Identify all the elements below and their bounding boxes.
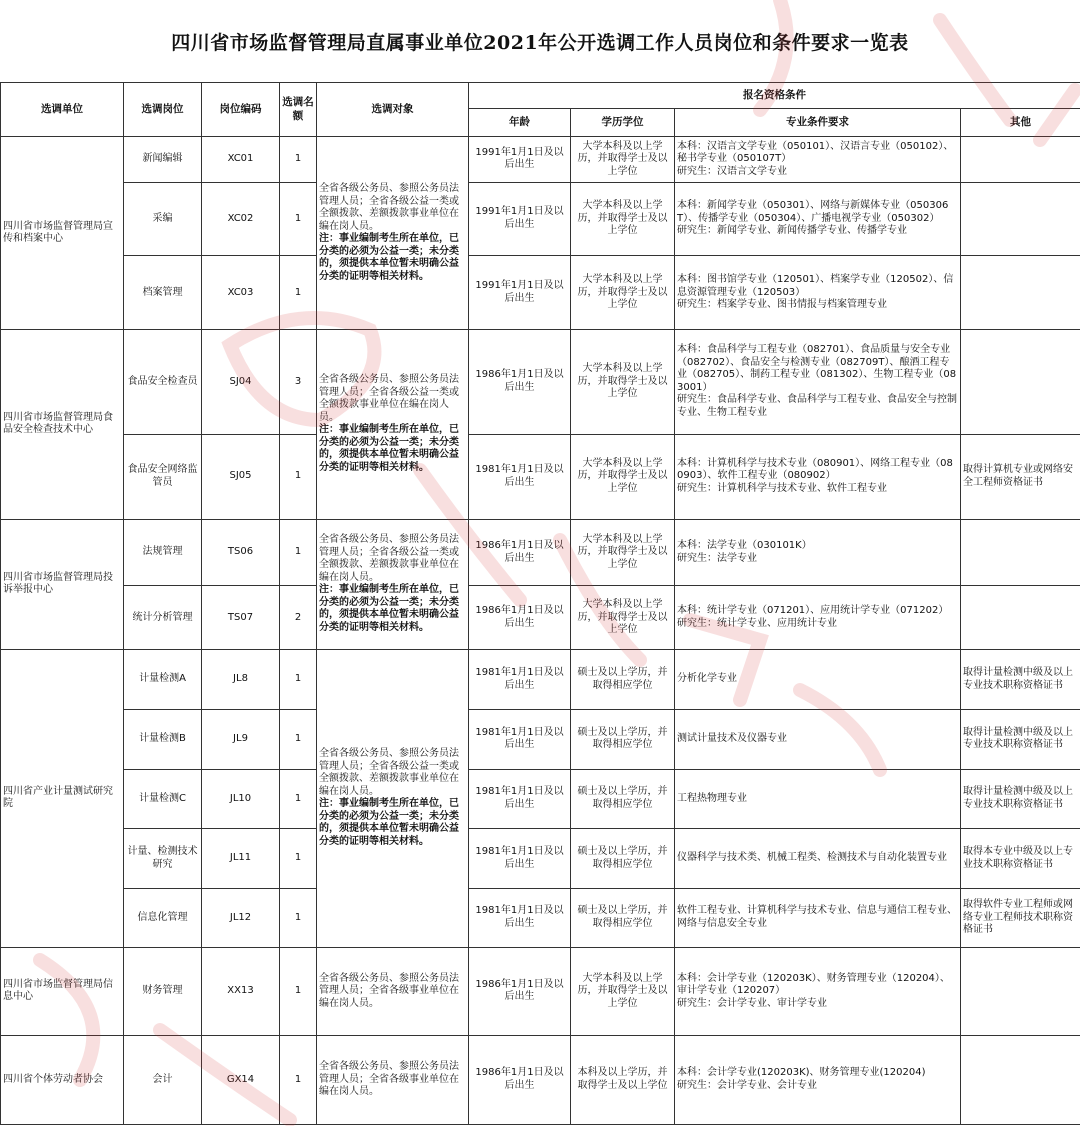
code-cell: XC01 — [202, 137, 280, 183]
target-text: 全省各级公务员、参照公务员法管理人员；全省各级公益一类或全额拨款、差额拨款事业单位在编在岗人员。 — [319, 748, 459, 797]
other-cell — [961, 330, 1080, 434]
major-line: 测试计量技术及仪器专业 — [677, 733, 787, 745]
education-cell: 大学本科及以上学历，并取得学士及以上学位 — [571, 434, 675, 519]
header-other: 其他 — [961, 109, 1080, 137]
age-cell: 1986年1月1日及以后出生 — [469, 1035, 571, 1124]
target-note: 注：事业编制考生所在单位，已分类的必须为公益一类；未分类的，须提供本单位暂未明确公益分类的证明等相关材料。 — [319, 424, 459, 473]
major-cell — [675, 519, 961, 586]
post-cell: 财务管理 — [124, 947, 202, 1035]
major-line: 本科：会计学专业（120203K）、财务管理专业（120204）、审计学专业（120207） — [677, 972, 950, 997]
header-eligibility-group: 报名资格条件 — [469, 83, 1080, 109]
education-cell: 硕士及以上学历，并取得相应学位 — [571, 650, 675, 710]
major-line: 本科：新闻学专业（050301）、网络与新媒体专业（050306T）、传播学专业（050304）、广播电视学专业（050302） — [677, 200, 949, 224]
age-cell: 1981年1月1日及以后出生 — [469, 709, 571, 769]
post-cell: 计量检测A — [124, 650, 202, 710]
code-cell: SJ05 — [202, 434, 280, 519]
quota-cell: 1 — [280, 182, 317, 256]
major-line: 研究生：法学专业 — [677, 552, 757, 564]
major-cell — [675, 137, 961, 183]
post-cell: 计量检测B — [124, 709, 202, 769]
post-cell: 信息化管理 — [124, 889, 202, 948]
major-cell — [675, 1035, 961, 1124]
age-cell: 1981年1月1日及以后出生 — [469, 889, 571, 948]
target-cell — [317, 650, 469, 948]
other-cell: 取得计量检测中级及以上专业技术职称资格证书 — [961, 709, 1080, 769]
table-row — [1, 947, 1080, 1035]
header-post: 选调岗位 — [124, 83, 202, 137]
header-age: 年龄 — [469, 109, 571, 137]
unit-cell: 四川省市场监督管理局信息中心 — [1, 947, 124, 1035]
target-note: 注：事业编制考生所在单位，已分类的必须为公益一类；未分类的，须提供本单位暂未明确公益分类的证明等相关材料。 — [319, 798, 459, 847]
major-line: 研究生：会计学专业、审计学专业 — [677, 997, 827, 1009]
major-cell — [675, 709, 961, 769]
education-cell: 大学本科及以上学历，并取得学士及以上学位 — [571, 256, 675, 330]
education-cell: 大学本科及以上学历，并取得学士及以上学位 — [571, 182, 675, 256]
major-cell — [675, 829, 961, 889]
target-text: 全省各级公务员、参照公务员法管理人员；全省各级事业单位在编在岗人员。 — [319, 972, 459, 1009]
target-note: 注：事业编制考生所在单位，已分类的必须为公益一类；未分类的，须提供本单位暂未明确公益分类的证明等相关材料。 — [319, 584, 459, 633]
table-row — [1, 769, 1080, 829]
major-line: 研究生：食品科学专业、食品科学与工程专业、食品安全与控制专业、生物工程专业 — [677, 394, 957, 418]
header-code: 岗位编码 — [202, 83, 280, 137]
age-cell: 1991年1月1日及以后出生 — [469, 256, 571, 330]
major-line: 研究生：统计学专业、应用统计专业 — [677, 617, 837, 629]
age-cell: 1981年1月1日及以后出生 — [469, 829, 571, 889]
unit-cell: 四川省产业计量测试研究院 — [1, 650, 124, 948]
major-cell — [675, 947, 961, 1035]
target-text: 全省各级公务员、参照公务员法管理人员；全省各级事业单位在编在岗人员。 — [319, 1061, 459, 1098]
code-cell: TS07 — [202, 586, 280, 650]
quota-cell: 1 — [280, 1035, 317, 1124]
other-cell — [961, 1035, 1080, 1124]
major-cell — [675, 330, 961, 434]
other-cell — [961, 182, 1080, 256]
quota-cell: 1 — [280, 829, 317, 889]
target-text: 全省各级公务员、参照公务员法管理人员；全省各级公益一类或全额拨款事业单位在编在岗人员。 — [319, 374, 459, 423]
table-row — [1, 650, 1080, 710]
header-target: 选调对象 — [317, 83, 469, 137]
table-row — [1, 330, 1080, 434]
quota-cell: 1 — [280, 889, 317, 948]
age-cell: 1986年1月1日及以后出生 — [469, 519, 571, 586]
age-cell: 1981年1月1日及以后出生 — [469, 434, 571, 519]
positions-table — [0, 82, 1080, 1125]
target-cell — [317, 1035, 469, 1124]
major-line: 研究生：档案学专业、图书情报与档案管理专业 — [677, 299, 887, 311]
education-cell: 硕士及以上学历，并取得相应学位 — [571, 889, 675, 948]
table-row — [1, 889, 1080, 948]
post-cell: 统计分析管理 — [124, 586, 202, 650]
post-cell: 计量、检测技术研究 — [124, 829, 202, 889]
unit-cell: 四川省个体劳动者协会 — [1, 1035, 124, 1124]
major-line: 本科：统计学专业（071201）、应用统计学专业（071202） — [677, 605, 949, 617]
other-cell — [961, 586, 1080, 650]
code-cell: XC03 — [202, 256, 280, 330]
major-cell — [675, 256, 961, 330]
other-cell — [961, 947, 1080, 1035]
header-major: 专业条件要求 — [675, 109, 961, 137]
quota-cell: 3 — [280, 330, 317, 434]
major-line: 研究生：新闻学专业、新闻传播学专业、传播学专业 — [677, 225, 907, 237]
table-row — [1, 1035, 1080, 1124]
quota-cell: 1 — [280, 256, 317, 330]
quota-cell: 1 — [280, 650, 317, 710]
other-cell: 取得本专业中级及以上专业技术职称资格证书 — [961, 829, 1080, 889]
table-row — [1, 586, 1080, 650]
table-row — [1, 182, 1080, 256]
age-cell: 1986年1月1日及以后出生 — [469, 947, 571, 1035]
post-cell: 新闻编辑 — [124, 137, 202, 183]
major-line: 软件工程专业、计算机科学与技术专业、信息与通信工程专业、网络与信息安全专业 — [677, 905, 957, 929]
age-cell: 1986年1月1日及以后出生 — [469, 330, 571, 434]
quota-cell: 1 — [280, 519, 317, 586]
post-cell: 计量检测C — [124, 769, 202, 829]
post-cell: 法规管理 — [124, 519, 202, 586]
major-cell — [675, 586, 961, 650]
major-cell — [675, 889, 961, 948]
page-title: 四川省市场监督管理局直属事业单位2021年公开选调工作人员岗位和条件要求一览表 — [171, 31, 909, 54]
table-body — [1, 137, 1080, 1125]
education-cell: 大学本科及以上学历，并取得学士及以上学位 — [571, 947, 675, 1035]
education-cell: 硕士及以上学历，并取得相应学位 — [571, 709, 675, 769]
header-quota: 选调名额 — [280, 83, 317, 137]
major-line: 本科：图书馆学专业（120501）、档案学专业（120502）、信息资源管理专业（120503） — [677, 274, 954, 298]
other-cell — [961, 256, 1080, 330]
other-cell: 取得计算机专业或网络安全工程师资格证书 — [961, 434, 1080, 519]
major-line: 研究生：计算机科学与技术专业、软件工程专业 — [677, 482, 887, 494]
quota-cell: 1 — [280, 709, 317, 769]
post-cell: 采编 — [124, 182, 202, 256]
major-cell — [675, 434, 961, 519]
table-row — [1, 256, 1080, 330]
major-line: 本科：会计学专业(120203K)、财务管理专业(120204) — [677, 1067, 926, 1079]
post-cell: 会计 — [124, 1035, 202, 1124]
target-cell — [317, 330, 469, 519]
major-cell — [675, 769, 961, 829]
quota-cell: 1 — [280, 434, 317, 519]
code-cell: XC02 — [202, 182, 280, 256]
other-cell: 取得计量检测中级及以上专业技术职称资格证书 — [961, 650, 1080, 710]
target-cell — [317, 519, 469, 650]
education-cell: 大学本科及以上学历，并取得学士及以上学位 — [571, 137, 675, 183]
target-note: 注：事业编制考生所在单位，已分类的必须为公益一类；未分类的，须提供本单位暂未明确公益分类的证明等相关材料。 — [319, 233, 459, 282]
major-cell — [675, 650, 961, 710]
post-cell: 食品安全检查员 — [124, 330, 202, 434]
quota-cell: 2 — [280, 586, 317, 650]
code-cell: XX13 — [202, 947, 280, 1035]
target-cell — [317, 137, 469, 330]
code-cell: JL9 — [202, 709, 280, 769]
table-row — [1, 137, 1080, 183]
code-cell: JL8 — [202, 650, 280, 710]
major-line: 本科：计算机科学与技术专业（080901）、网络工程专业（080903）、软件工程专业（080902） — [677, 457, 953, 482]
education-cell: 大学本科及以上学历，并取得学士及以上学位 — [571, 330, 675, 434]
major-line: 研究生：汉语言文学专业 — [677, 165, 787, 177]
major-line: 工程热物理专业 — [677, 792, 747, 804]
target-text: 全省各级公务员、参照公务员法管理人员；全省各级公益一类或全额拨款、差额拨款事业单位在编在岗人员。 — [319, 183, 459, 232]
quota-cell: 1 — [280, 137, 317, 183]
unit-cell: 四川省市场监督管理局宣传和档案中心 — [1, 137, 124, 330]
major-line: 本科：食品科学与工程专业（082701）、食品质量与安全专业（082702）、食品安全与检测专业（082709T）、酿酒工程专业（082705）、制药工程专业（081302）、生物工程专业（083001） — [677, 344, 957, 393]
major-line: 本科：汉语言文学专业（050101）、汉语言专业（050102）、秘书学专业（050107T） — [677, 140, 954, 165]
age-cell: 1981年1月1日及以后出生 — [469, 650, 571, 710]
education-cell: 本科及以上学历，并取得学士及以上学位 — [571, 1035, 675, 1124]
header-unit: 选调单位 — [1, 83, 124, 137]
major-cell — [675, 182, 961, 256]
code-cell: JL11 — [202, 829, 280, 889]
code-cell: SJ04 — [202, 330, 280, 434]
other-cell — [961, 519, 1080, 586]
education-cell: 大学本科及以上学历，并取得学士及以上学位 — [571, 586, 675, 650]
major-line: 仪器科学与技术类、机械工程类、检测技术与自动化装置专业 — [677, 852, 947, 864]
target-text: 全省各级公务员、参照公务员法管理人员；全省各级公益一类或全额拨款、差额拨款事业单位在编在岗人员。 — [319, 534, 459, 583]
age-cell: 1991年1月1日及以后出生 — [469, 182, 571, 256]
table-row — [1, 519, 1080, 586]
other-cell: 取得计量检测中级及以上专业技术职称资格证书 — [961, 769, 1080, 829]
table-row — [1, 829, 1080, 889]
other-cell: 取得软件专业工程师或网络专业工程师技术职称资格证书 — [961, 889, 1080, 948]
table-row — [1, 434, 1080, 519]
unit-cell: 四川省市场监督管理局食品安全检查技术中心 — [1, 330, 124, 519]
education-cell: 大学本科及以上学历，并取得学士及以上学位 — [571, 519, 675, 586]
code-cell: JL10 — [202, 769, 280, 829]
unit-cell: 四川省市场监督管理局投诉举报中心 — [1, 519, 124, 650]
age-cell: 1991年1月1日及以后出生 — [469, 137, 571, 183]
major-line: 研究生：会计学专业、会计专业 — [677, 1079, 817, 1091]
code-cell: GX14 — [202, 1035, 280, 1124]
major-line: 本科：法学专业（030101K） — [677, 540, 812, 552]
other-cell — [961, 137, 1080, 183]
code-cell: JL12 — [202, 889, 280, 948]
header-education: 学历学位 — [571, 109, 675, 137]
quota-cell: 1 — [280, 769, 317, 829]
age-cell: 1981年1月1日及以后出生 — [469, 769, 571, 829]
education-cell: 硕士及以上学历，并取得相应学位 — [571, 769, 675, 829]
post-cell: 食品安全网络监管员 — [124, 434, 202, 519]
code-cell: TS06 — [202, 519, 280, 586]
quota-cell: 1 — [280, 947, 317, 1035]
post-cell: 档案管理 — [124, 256, 202, 330]
age-cell: 1986年1月1日及以后出生 — [469, 586, 571, 650]
table-row — [1, 709, 1080, 769]
major-line: 分析化学专业 — [677, 673, 737, 685]
target-cell — [317, 947, 469, 1035]
education-cell: 硕士及以上学历，并取得相应学位 — [571, 829, 675, 889]
